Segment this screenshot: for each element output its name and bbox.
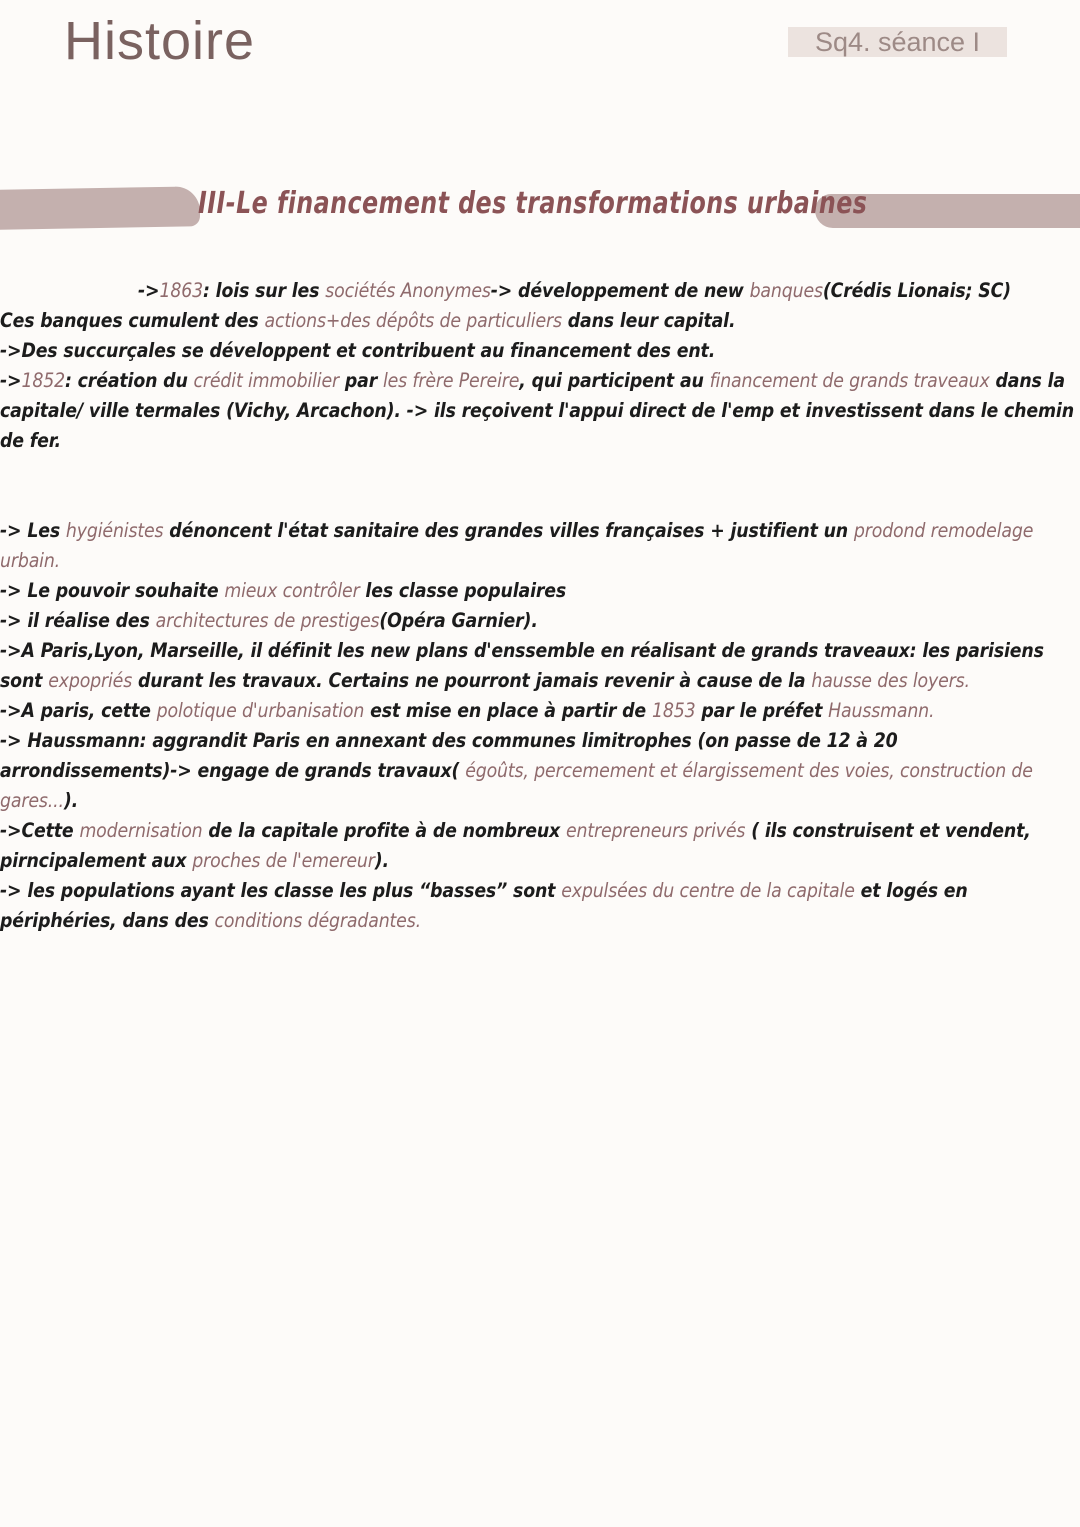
note-text: : lois sur les <box>203 279 326 302</box>
note-text: dans leur capital. <box>561 309 736 332</box>
note-text: dénoncent l'état sanitaire des grandes villes françaises + justifient un <box>163 519 854 542</box>
note-text: -> les populations ayant les classe les plus “basses” sont <box>0 879 562 902</box>
highlight-text: crédit immobilier <box>193 369 339 392</box>
highlight-text: 1853 <box>651 699 696 722</box>
note-text: -> <box>138 279 160 302</box>
note-text: : création du <box>65 369 194 392</box>
highlight-text: expulsées du centre de la capitale <box>561 879 855 902</box>
highlight-text: polotique d'urbanisation <box>156 699 365 722</box>
highlight-text: expopriés <box>48 669 133 692</box>
note-text: -> Les <box>0 519 66 542</box>
highlight-text: banques <box>749 279 823 302</box>
note-text: les classe populaires <box>359 579 567 602</box>
highlight-text: 1863 <box>159 279 203 302</box>
note-text: de la capitale profite à de nombreux <box>202 819 566 842</box>
note-text: par le préfet <box>695 699 829 722</box>
note-text: ->A Paris,Lyon, Marseille, il définit les new plans d'enssemble en réalisant de grands traveaux: les parisiens sont <box>0 639 1044 692</box>
highlight-text: architectures de prestiges <box>155 609 380 632</box>
note-text: -> Le pouvoir souhaite <box>0 579 225 602</box>
note-text: ). <box>374 849 389 872</box>
note-line <box>0 876 1078 936</box>
note-text: ( ils construisent et vendent, pirncipalement aux <box>0 819 1031 872</box>
note-text: ->A paris, cette <box>0 699 157 722</box>
highlight-text: prodond remodelage urbain. <box>0 519 1034 572</box>
note-text: -> Haussmann: aggrandit Paris en annexant des communes limitrophes (on passe de 12 à 20 arrondissements)-> engage de grands travaux( <box>0 729 898 782</box>
note-text: -> <box>0 369 22 392</box>
note-text: , qui participent au <box>519 369 710 392</box>
note-line <box>0 516 1078 576</box>
note-text: ). <box>63 789 79 812</box>
note-text: -> développement de new <box>490 279 750 302</box>
highlight-text: Haussmann. <box>828 699 935 722</box>
highlight-text: entrepreneurs privés <box>565 819 746 842</box>
note-text: -> il réalise des <box>0 609 156 632</box>
highlight-text: conditions dégradantes. <box>214 909 421 932</box>
note-text: par <box>338 369 383 392</box>
note-line <box>0 576 1078 606</box>
page-title: Histoire <box>64 11 256 71</box>
highlight-text: 1852 <box>21 369 65 392</box>
notes-body <box>0 276 1078 936</box>
note-text: (Crédis Lionais; SC) <box>822 279 1011 302</box>
highlight-text: mieux contrôler <box>224 579 360 602</box>
highlight-text: égoûts, percemement et élargissement des voies, construction de gares... <box>0 759 1033 812</box>
highlight-text: les frère Pereire <box>382 369 520 392</box>
note-line <box>0 276 1078 306</box>
note-text: dans la capitale/ ville termales (Vichy, Arcachon). -> ils reçoivent l'appui direct de l'emp et investissent dans le chemin de fer. <box>0 369 1074 452</box>
note-text: est mise en place à partir de <box>364 699 652 722</box>
note-line <box>0 636 1078 696</box>
paragraph-gap <box>0 456 1078 516</box>
highlight-text: financement de grands traveaux <box>709 369 990 392</box>
note-line <box>0 336 1078 366</box>
note-text: Ces banques cumulent des <box>0 309 265 332</box>
note-text: et logés en périphéries, dans des <box>0 879 968 932</box>
highlight-text: actions+des dépôts de particuliers <box>264 309 562 332</box>
heading-band-left <box>0 186 200 229</box>
highlight-text: hausse des loyers. <box>811 669 970 692</box>
note-line <box>0 696 1078 726</box>
highlight-text: modernisation <box>79 819 203 842</box>
note-text: durant les travaux. Certains ne pourront jamais revenir à cause de la <box>132 669 812 692</box>
note-line <box>0 306 1078 336</box>
note-line <box>0 816 1078 876</box>
note-text: ->Cette <box>0 819 80 842</box>
highlight-text: proches de l'emereur <box>192 849 375 872</box>
note-line <box>0 606 1078 636</box>
section-heading: III-Le financement des transformations urbaines <box>198 186 868 221</box>
session-badge: Sq4. séance I <box>788 27 1007 57</box>
note-line <box>0 366 1078 456</box>
note-text: (Opéra Garnier). <box>379 609 538 632</box>
note-line <box>0 726 1078 816</box>
highlight-text: hygiénistes <box>65 519 164 542</box>
note-text: ->Des succurçales se développent et contribuent au financement des ent. <box>0 339 716 362</box>
highlight-text: sociétés Anonymes <box>325 279 491 302</box>
